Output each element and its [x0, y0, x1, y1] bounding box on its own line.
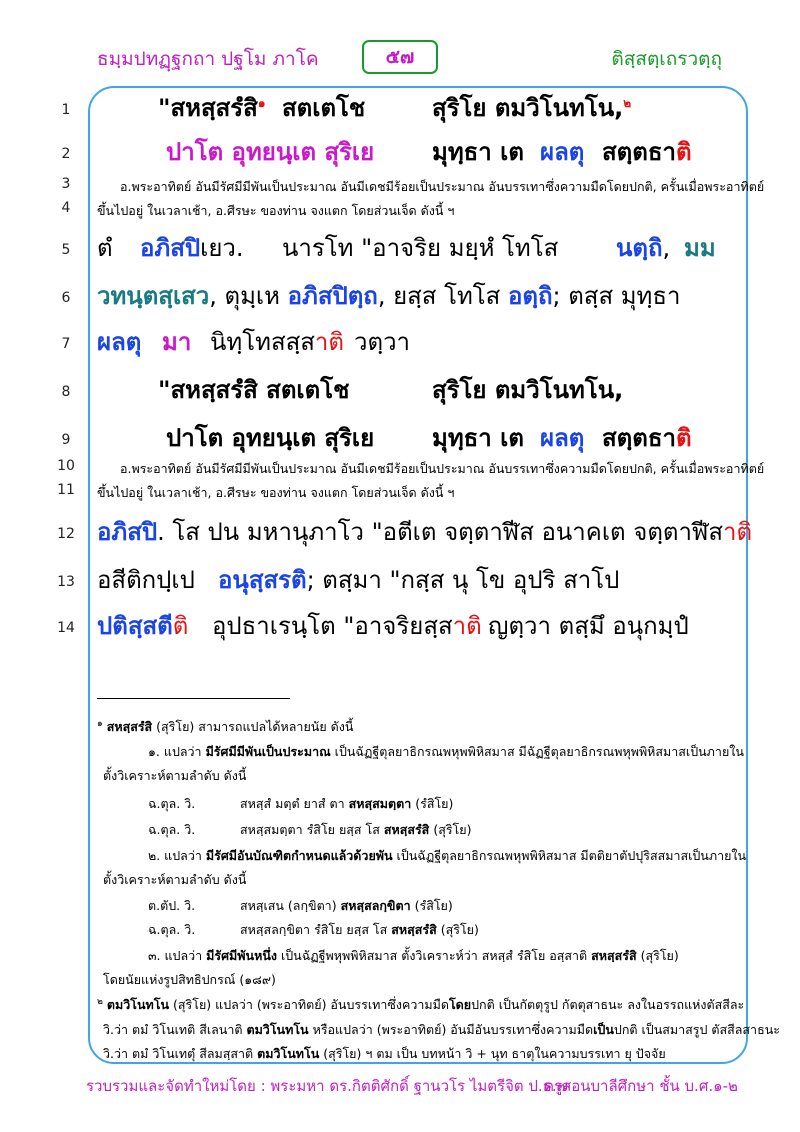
- footnote-2-line-2: วิ.ว่า ตมํ วิโนเทติ สีเลนาติ ตมวิโนทโน หรือแปลว่า (พระอาทิตย์) อันมีอันบรรเทาซึ่งความมืดเป็นปกติ เป็นสมาสรูป ตัสสีลสาธนะ: [103, 1022, 780, 1037]
- prose-text: เยว.: [200, 234, 244, 262]
- footnote-1-item-3: ๓. แปลว่า มีรัศมีพันหนึ่ง เป็นฉัฏฐีพหุพพิหิสมาส ตั้งวิเคราะห์ว่า สหสฺสํ รํสิโย อสฺสาติ สหสฺสรํสิ (สุริโย): [148, 948, 679, 963]
- prose-text: นารโท "อาจริย มยฺหํ โทโส: [282, 234, 559, 262]
- line-number: 6: [61, 290, 71, 306]
- footnote-divider: [97, 698, 290, 699]
- line-number: 9: [61, 432, 71, 448]
- line-number: 14: [57, 620, 75, 636]
- prose-text: ญตฺวา ตสฺมึ อนุกมฺปํ: [488, 612, 689, 640]
- page-header: [0, 40, 800, 80]
- iti-particle: าติ: [452, 612, 482, 640]
- highlight-word: อนุสฺสรติ: [218, 566, 307, 594]
- analysis-row: ฉ.ตุล. วิ.: [148, 822, 196, 837]
- prose-text: , ตุมฺเห: [209, 282, 280, 310]
- line-number: 7: [61, 336, 71, 352]
- verse-text: สตเตโช: [282, 94, 366, 122]
- footnote-2: $^๒$ ตมวิโนทโน (สุริโย) แปลว่า (พระอาทิตย์) อันบรรเทาซึ่งความมืดโดยปกติ เป็นกัตตุรูป กัตตุสาธนะ ลงในอรรถแห่งตัสสีละ: [97, 997, 745, 1013]
- highlight-word: อภิสปิตฺถ: [287, 282, 378, 310]
- line-number: 11: [57, 482, 75, 498]
- prose-text: นิทฺโทสสฺส: [210, 328, 315, 356]
- story-title: ติสฺสตฺเถรวตฺถุ: [611, 48, 722, 70]
- prose-text: ,: [662, 234, 671, 262]
- verse-text: สตฺตธา: [602, 424, 676, 452]
- page-number-box: ๕๗: [362, 40, 438, 74]
- iti-particle: าติ: [723, 518, 753, 546]
- footnote-1-item-1-cont: ตั้งวิเคราะห์ตามลำดับ ดังนี้: [103, 768, 247, 783]
- iti-particle: ติ: [675, 138, 692, 166]
- prose-text: ตํ: [97, 234, 113, 262]
- line-number: 2: [61, 146, 71, 162]
- footnote-ref: ๒: [623, 96, 632, 110]
- prose-text: อุปธาเรนฺโต "อาจริยสฺส: [212, 612, 453, 640]
- magenta-word: มา: [162, 328, 192, 356]
- highlight-word: อภิสปิ: [140, 234, 201, 262]
- analysis-row: ฉ.ตุล. วิ.: [148, 922, 196, 937]
- verse-text: ปาโต อุทยนฺเต สุริเย: [166, 424, 375, 452]
- footnote-1-item-2-cont: ตั้งวิเคราะห์ตามลำดับ ดังนี้: [103, 872, 247, 887]
- verse-text: "สหสฺสรํสิ สตเตโช: [158, 376, 350, 404]
- highlight-word: ผลตุ: [540, 424, 585, 452]
- verse-text: สุริโย ตมวิโนทโน,: [432, 94, 624, 122]
- verse-text: สุริโย ตมวิโนทโน,: [432, 376, 624, 404]
- translation-text: อ.พระอาทิตย์ อันมีรัศมีมีพันเป็นประมาณ อันมีเดชมีร้อยเป็นประมาณ อันบรรเทาซึ่งความมืดโดยปกติ, ครั้นเมื่อพระอาทิตย์: [120, 179, 765, 194]
- prose-text: อสีติกปฺเป: [97, 566, 195, 594]
- teacher-credit: ครูสอนบาลีศึกษา ชั้น บ.ศ.๑-๒: [544, 1077, 738, 1095]
- verse-text: มุทฺธา เต: [432, 424, 524, 452]
- verse-text: "สหสฺสรํสิ: [158, 94, 258, 122]
- footnote-1-item-2: ๒. แปลว่า มีรัศมีอันบัณฑิตกำหนดแล้วด้วยพัน เป็นฉัฏฐีตุลยาธิกรณพหุพพิหิสมาส มีตติยาตัปปุริสสมาสเป็นภายใน: [148, 848, 747, 863]
- highlight-word: อตฺถิ: [507, 282, 553, 310]
- line-number: 12: [57, 526, 75, 542]
- verse-text: ปาโต อุทยนฺเต สุริเย: [166, 138, 375, 166]
- analysis-row-text: สหสฺสมตฺตา รํสิโย ยสฺส โส สหสฺสรํสิ (สุริโย): [240, 822, 472, 837]
- prose-text: , ยสฺส โทโส: [377, 282, 501, 310]
- line-number: 5: [61, 242, 71, 258]
- verse-text: สตฺตธา: [602, 138, 676, 166]
- line-number: 4: [61, 200, 71, 216]
- iti-particle: าติ: [314, 328, 344, 356]
- line-number: 1: [61, 102, 71, 118]
- highlight-word: นตฺถิ: [616, 234, 663, 262]
- prose-text: . โส ปน มหานุภาโว "อตีเต จตฺตาฬีส อนาคเต จตฺตาฬีส: [157, 518, 724, 546]
- analysis-row-text: สหสฺสลกฺขิตา รํสิโย ยสฺส โส สหสฺสรํสิ (สุริโย): [240, 922, 479, 937]
- translation-text: ขึ้นไปอยู่ ในเวลาเช้า, อ.ศีรษะ ของท่าน จงแตก โดยส่วนเจ็ด ดังนี้ ฯ: [97, 485, 455, 500]
- footnote-2-line-3: วิ.ว่า ตมํ วิโนเทตุํ สีลมสฺสาติ ตมวิโนทโน (สุริโย) ฯ ตม เป็น บทหน้า วิ + นุท ธาตุในความบรรเทา ยุ ปัจจัย: [103, 1046, 666, 1061]
- line-number: 10: [57, 458, 75, 474]
- highlight-word: อภิสปิ: [97, 518, 158, 546]
- highlight-word: ผลตุ: [540, 138, 585, 166]
- highlight-word: ผลตุ: [97, 328, 142, 356]
- line-number: 13: [57, 574, 75, 590]
- analysis-row-text: สหสฺสํ มตฺตํ ยาสํ ตา สหสฺสมตฺตา (รํสิโย): [240, 796, 454, 811]
- footnote-1-item-3-cont: โดยนัยแห่งรูปสิทธิปกรณ์ (๑๘๙): [103, 972, 276, 987]
- book-title: ธมฺมปทฏฺฐกถา ปฐโม ภาโค: [97, 48, 319, 70]
- highlight-word: ปติสฺสตี: [97, 612, 173, 640]
- page-footer: [86, 1074, 766, 1098]
- prose-text: ; ตสฺมา "กสฺส นุ โข อุปริ สาโป: [306, 566, 620, 594]
- teal-word: วทนฺตสฺเสว: [97, 282, 210, 310]
- iti-particle: ติ: [172, 612, 189, 640]
- line-number: 8: [61, 384, 71, 400]
- teal-word: มม: [684, 234, 716, 262]
- prose-text: ; ตสฺส มุทฺธา: [552, 282, 681, 310]
- footnote-1-item-1: ๑. แปลว่า มีรัศมีมีพันเป็นประมาณ เป็นฉัฏฐีตุลยาธิกรณพหุพพิหิสมาส มีฉัฏฐีตุลยาธิกรณพหุพพิหิสมาสเป็นภายใน: [148, 744, 744, 759]
- footnote-1: $^๑$ สหสฺสรํสิ (สุริโย) สามารถแปลได้หลายนัย ดังนี้: [97, 719, 354, 735]
- analysis-row: ฉ.ตุล. วิ.: [148, 796, 196, 811]
- prose-text: วตฺวา: [354, 328, 411, 356]
- analysis-row-text: สหสฺเสน (ลกฺขิตา) สหสฺสลกฺขิตา (รํสิโย): [240, 898, 453, 913]
- verse-text: มุทฺธา เต: [432, 138, 524, 166]
- footnote-ref: ๑: [257, 96, 266, 110]
- translation-text: อ.พระอาทิตย์ อันมีรัศมีมีพันเป็นประมาณ อันมีเดชมีร้อยเป็นประมาณ อันบรรเทาซึ่งความมืดโดยปกติ, ครั้นเมื่อพระอาทิตย์: [120, 461, 765, 476]
- compiler-credit: รวบรวมและจัดทำใหม่โดย : พระมหา ดร.กิตติศักดิ์ ฐานวโร ไมตรีจิต ป.ธ.๗: [86, 1077, 568, 1095]
- analysis-row: ต.ตัป. วิ.: [148, 898, 196, 913]
- line-number: 3: [61, 176, 71, 192]
- translation-text: ขึ้นไปอยู่ ในเวลาเช้า, อ.ศีรษะ ของท่าน จงแตก โดยส่วนเจ็ด ดังนี้ ฯ: [97, 203, 455, 218]
- iti-particle: ติ: [675, 424, 692, 452]
